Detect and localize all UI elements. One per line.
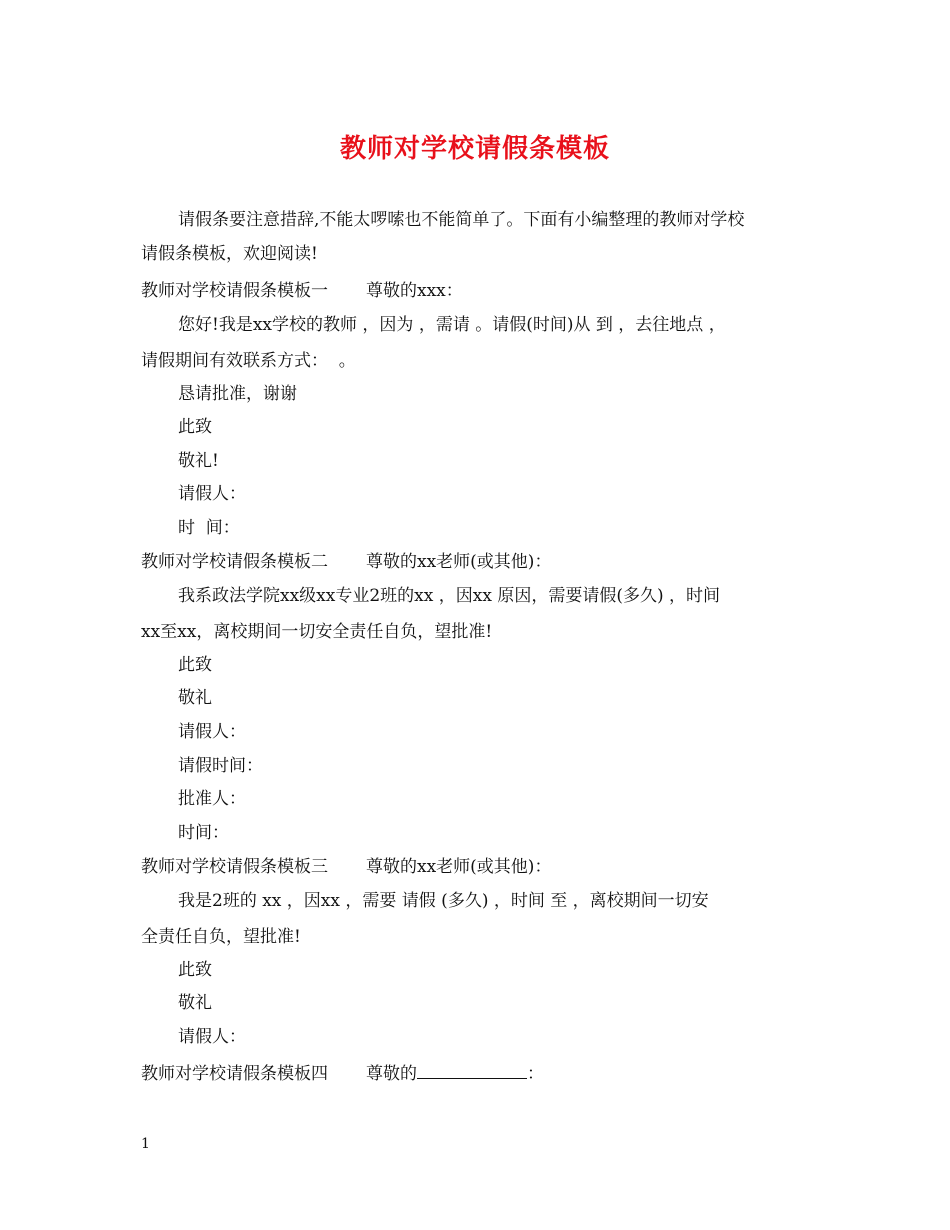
template4-salutation-end: ：	[527, 1064, 544, 1084]
salutation-blank-line	[417, 1060, 527, 1079]
template2-applicant: 请假人：	[178, 722, 246, 742]
document-title: 教师对学校请假条模板	[339, 134, 610, 164]
template2-time: 时间：	[178, 823, 229, 843]
template2-approver: 批准人：	[178, 789, 246, 809]
template1-body-line-2: 请假期间有效联系方式： 。	[141, 351, 356, 371]
template2-body-line-1: 我系政法学院xx级xx专业2班的xx ，因xx 原因，需要请假(多久) ，时间	[178, 586, 720, 606]
template1-request: 恳请批准，谢谢	[178, 384, 297, 404]
template2-body-line-2: xx至xx，离校期间一切安全责任自负，望批准!	[141, 622, 493, 642]
template3-closing-1: 此致	[178, 960, 212, 980]
template1-closing-2: 敬礼!	[178, 451, 219, 471]
template1-heading: 教师对学校请假条模板一	[141, 281, 328, 301]
template1-heading-row	[141, 280, 463, 302]
template2-closing-2: 敬礼	[178, 688, 212, 708]
template3-closing-2: 敬礼	[178, 993, 212, 1013]
template3-applicant: 请假人：	[178, 1027, 246, 1047]
template1-closing-1: 此致	[178, 417, 212, 437]
template2-heading: 教师对学校请假条模板二	[141, 552, 328, 572]
template2-salutation: 尊敬的xx老师(或其他)：	[366, 552, 552, 572]
template3-salutation: 尊敬的xx老师(或其他)：	[366, 857, 552, 877]
template3-heading: 教师对学校请假条模板三	[141, 857, 328, 877]
template4-heading: 教师对学校请假条模板四	[141, 1064, 328, 1084]
template2-leave-time: 请假时间：	[178, 756, 263, 776]
template3-heading-row	[141, 856, 551, 878]
template1-time: 时 间：	[178, 518, 240, 538]
template1-applicant: 请假人：	[178, 484, 246, 504]
intro-line-2: 请假条模板，欢迎阅读!	[141, 244, 318, 264]
template3-body-line-2: 全责任自负，望批准!	[141, 927, 301, 947]
page-number: 1	[141, 1136, 150, 1152]
template2-closing-1: 此致	[178, 655, 212, 675]
template1-salutation: 尊敬的xxx：	[366, 281, 463, 301]
intro-line-1: 请假条要注意措辞,不能太啰嗦也不能简单了。下面有小编整理的教师对学校	[178, 210, 745, 230]
template1-body-line-1: 您好!我是xx学校的教师 ，因为 ，需请 。请假(时间)从 到 ，去往地点 ，	[178, 315, 726, 335]
template3-body-line-1: 我是2班的 xx ，因xx ，需要 请假 (多久) ，时间 至 ，离校期间一切安	[178, 891, 709, 911]
template4-heading-row	[141, 1060, 544, 1085]
template4-salutation: 尊敬的	[366, 1064, 417, 1084]
template2-heading-row	[141, 551, 551, 573]
